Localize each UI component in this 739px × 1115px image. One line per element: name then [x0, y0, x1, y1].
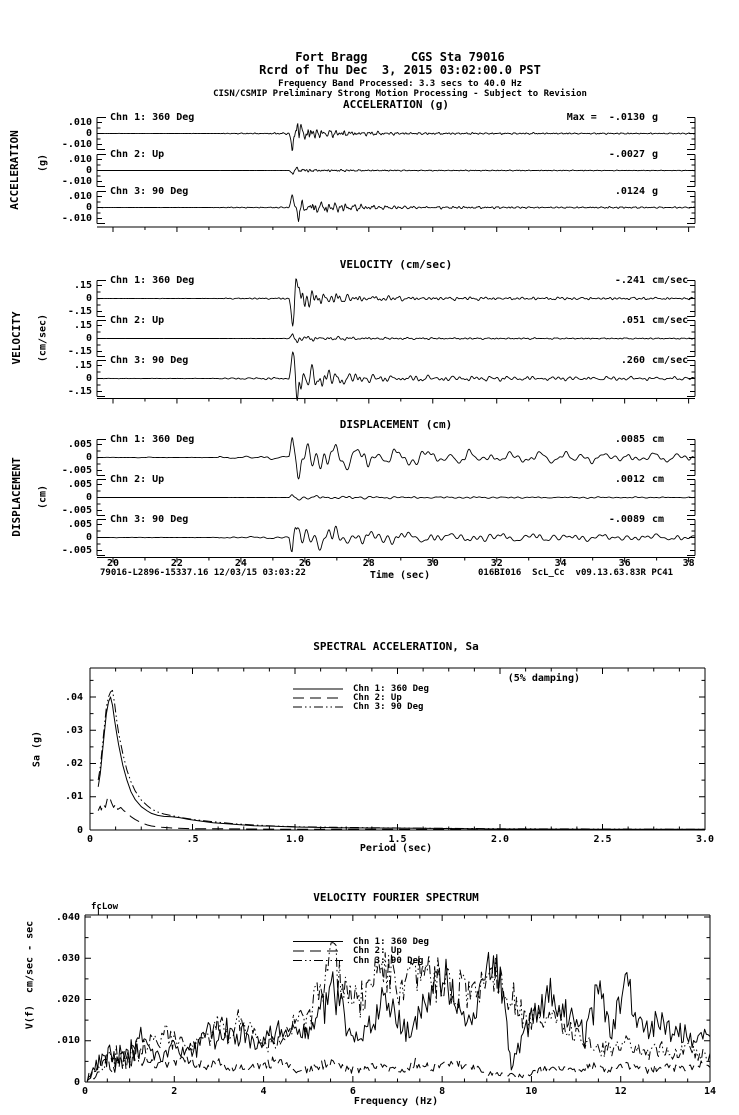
sa-legend-label: Chn 1: 360 Deg [353, 684, 429, 694]
y-tick-label: -.010 [61, 139, 92, 150]
y-tick-label: -.15 [67, 306, 92, 317]
fourier-chart-title: VELOCITY FOURIER SPECTRUM [313, 891, 479, 904]
sa-x-tick-label: 2.0 [490, 834, 510, 845]
channel-label: Chn 3: 90 Deg [110, 514, 189, 525]
waveform-chn-3-90-deg [97, 526, 694, 551]
fourier-y-tick-label: .020 [55, 994, 80, 1005]
y-tick-label: .15 [73, 320, 92, 331]
sa-x-tick-label: .5 [186, 834, 199, 845]
y-tick-label: .010 [67, 191, 92, 202]
channel-label: Chn 3: 90 Deg [110, 186, 189, 197]
peak-value: .260 [620, 355, 645, 366]
fourier-x-tick-label: 6 [349, 1086, 356, 1097]
fourier-legend-label: Chn 2: Up [353, 946, 402, 956]
time-axis-label: Time (sec) [369, 570, 431, 581]
sa-y-tick-label: .01 [64, 791, 83, 803]
acceleration-axis-units: (g) [37, 153, 49, 173]
displacement-axis-label: DISPLACEMENT [10, 457, 23, 537]
channel-label: Chn 1: 360 Deg [110, 112, 195, 123]
fourier-x-tick-label: 14 [703, 1086, 717, 1097]
y-tick-label: 0 [85, 128, 92, 139]
y-tick-label: .15 [73, 360, 92, 371]
sa-y-tick-label: 0 [76, 824, 83, 836]
y-tick-label: .010 [67, 154, 92, 165]
sa-legend-label: Chn 3: 90 Deg [353, 702, 424, 712]
record-id-footer: 79016-L2896-15337.16 12/03/15 03:03:22 [100, 568, 306, 578]
waveform-chn-3-90-deg [97, 195, 694, 222]
damping-note: (5% damping) [507, 673, 580, 684]
fourier-series-solid [87, 952, 710, 1081]
y-tick-label: -.005 [61, 545, 92, 556]
peak-unit: cm/sec [652, 355, 689, 366]
y-tick-label: .15 [73, 280, 92, 291]
processing-disclaimer: CISN/CSMIP Preliminary Strong Motion Processing - Subject to Revision [213, 89, 587, 99]
fc-low-marker-label: fcLow [91, 902, 119, 912]
fourier-x-axis-label: Frequency (Hz) [353, 1096, 439, 1107]
fourier-x-tick-label: 2 [171, 1086, 178, 1097]
acceleration-axis-label: ACCELERATION [8, 130, 21, 210]
peak-value: .0124 [614, 186, 645, 197]
fourier-x-tick-label: 0 [81, 1086, 89, 1097]
sa-x-tick-label: 2.5 [593, 834, 612, 845]
time-tick-label: 38 [682, 558, 695, 569]
fourier-y-tick-label: .010 [55, 1035, 80, 1047]
peak-unit: g [652, 186, 659, 197]
time-tick-label: 24 [234, 558, 247, 569]
fourier-y-tick-label: .030 [55, 952, 80, 964]
processing-version-footer: 016BI016 ScL_Cc v09.13.63.83R PC41 [478, 568, 674, 578]
channel-label: Chn 1: 360 Deg [110, 434, 195, 445]
time-tick-label: 30 [426, 558, 439, 569]
waveform-chn-2-up [97, 167, 694, 174]
channel-label: Chn 3: 90 Deg [110, 355, 189, 366]
sa-y-axis-label: Sa (g) [31, 730, 43, 768]
channel-label: Chn 2: Up [110, 149, 165, 160]
peak-value: .0085 [614, 434, 645, 445]
peak-unit: g [652, 112, 659, 123]
station-title: Fort Bragg CGS Sta 79016 [295, 50, 505, 64]
sa-x-axis-label: Period (sec) [359, 843, 433, 854]
y-tick-label: -.15 [67, 386, 92, 397]
velocity-panel-title: VELOCITY (cm/sec) [339, 258, 453, 271]
y-tick-label: -.005 [61, 505, 92, 516]
peak-value: -.0089 [608, 514, 645, 525]
y-tick-label: 0 [85, 165, 92, 176]
displacement-axis-units: (cm) [37, 484, 49, 510]
fourier-series-dash [87, 1043, 710, 1081]
peak-value: .0012 [614, 474, 645, 485]
time-tick-label: 34 [554, 558, 567, 569]
sa-x-tick-label: 0 [86, 834, 94, 845]
sa-x-tick-label: 1.0 [285, 834, 305, 845]
sa-legend-label: Chn 2: Up [353, 693, 402, 703]
sa-x-tick-label: 3.0 [695, 834, 715, 845]
fourier-legend-label: Chn 1: 360 Deg [353, 936, 429, 947]
sa-series-dash [98, 797, 705, 830]
sa-chart-title: SPECTRAL ACCELERATION, Sa [313, 640, 479, 653]
y-tick-label: 0 [85, 492, 92, 503]
fourier-legend-label: Chn 3: 90 Deg [353, 955, 424, 966]
fourier-x-tick-label: 4 [260, 1086, 267, 1097]
fourier-x-tick-label: 10 [525, 1086, 538, 1097]
waveform-chn-2-up [97, 495, 694, 500]
fourier-x-tick-label: 8 [439, 1086, 446, 1097]
y-tick-label: -.005 [61, 465, 92, 476]
y-tick-label: .005 [67, 439, 92, 450]
peak-unit: cm [652, 514, 665, 525]
y-tick-label: 0 [85, 373, 92, 384]
fourier-x-tick-label: 12 [614, 1086, 627, 1097]
time-tick-label: 26 [298, 558, 311, 569]
peak-unit: cm [652, 434, 665, 445]
peak-unit: cm [652, 474, 665, 485]
y-tick-label: .005 [67, 479, 92, 490]
y-tick-label: 0 [85, 333, 92, 344]
y-tick-label: 0 [85, 293, 92, 304]
sa-y-tick-label: .02 [64, 758, 83, 769]
peak-unit: cm/sec [652, 275, 689, 286]
displacement-panel-title: DISPLACEMENT (cm) [339, 418, 453, 431]
frequency-band-note: Frequency Band Processed: 3.3 secs to 40.0 Hz [278, 79, 522, 89]
fourier-y-axis-label: V(f) cm/sec - sec [24, 920, 36, 1030]
y-tick-label: 0 [85, 452, 92, 463]
y-tick-label: -.15 [67, 346, 92, 357]
peak-unit: g [652, 149, 659, 160]
fourier-y-tick-label: .040 [55, 911, 80, 923]
time-tick-label: 32 [490, 558, 503, 569]
waveform-chn-2-up [97, 334, 694, 343]
sa-x-tick-label: 1.5 [388, 834, 407, 845]
acceleration-panel-title: ACCELERATION (g) [343, 98, 449, 111]
time-tick-label: 22 [170, 558, 183, 569]
sa-series-solid [98, 697, 705, 829]
y-tick-label: 0 [85, 532, 92, 543]
y-tick-label: -.010 [61, 213, 92, 224]
time-tick-label: 20 [106, 558, 119, 569]
peak-value: -.241 [614, 275, 645, 286]
sa-y-tick-label: .04 [64, 691, 83, 703]
record-timestamp: Rcrd of Thu Dec 3, 2015 03:02:00.0 PST [259, 63, 541, 77]
peak-value: -.0027 [608, 149, 645, 160]
channel-label: Chn 1: 360 Deg [110, 275, 195, 286]
y-tick-label: -.010 [61, 176, 92, 187]
peak-unit: cm/sec [652, 315, 689, 326]
sa-y-tick-label: .03 [64, 724, 83, 736]
time-tick-label: 36 [618, 558, 631, 569]
channel-label: Chn 2: Up [110, 315, 165, 326]
peak-value: .051 [620, 315, 645, 326]
y-tick-label: .010 [67, 117, 92, 128]
peak-value: Max = -.0130 [566, 112, 645, 123]
y-tick-label: 0 [85, 202, 92, 213]
fourier-y-tick-label: 0 [73, 1076, 80, 1088]
velocity-axis-units: (cm/sec) [37, 313, 49, 363]
channel-label: Chn 2: Up [110, 474, 165, 485]
waveform-chn-1-360-deg [97, 124, 694, 151]
y-tick-label: .005 [67, 519, 92, 530]
time-tick-label: 28 [362, 558, 375, 569]
velocity-axis-label: VELOCITY [10, 311, 23, 365]
